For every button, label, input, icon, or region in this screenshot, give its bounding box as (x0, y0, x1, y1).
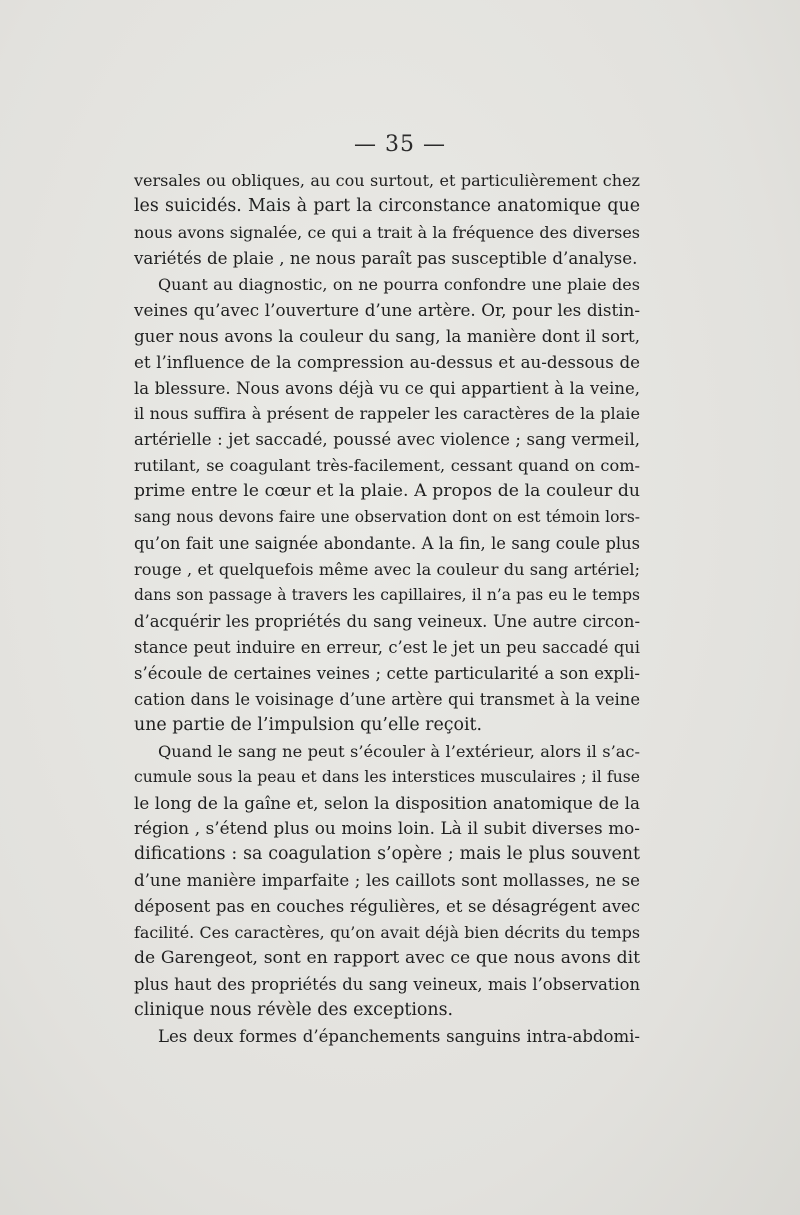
body-text (134, 168, 640, 1050)
text-line: guer nous avons la couleur du sang, la manière dont il sort, (134, 326, 640, 346)
text-line: sang nous devons faire une observation dont on est témoin lors- (134, 508, 640, 527)
text-line: cumule sous la peau et dans les interstices musculaires ; il fuse (134, 767, 640, 786)
text-line: une partie de l’impulsion qu’elle reçoit. (134, 714, 483, 735)
text-line: s’écoule de certaines veines ; cette particularité a son expli- (134, 663, 640, 683)
text-line: facilité. Ces caractères, qu’on avait déjà bien décrits du temps (134, 923, 640, 943)
text-line: les suicidés. Mais à part la circonstance anatomique que (134, 195, 640, 216)
text-line: stance peut induire en erreur, c’est le jet un peu saccadé qui (134, 637, 640, 657)
text-line: dans son passage à travers les capillaires, il n’a pas eu le temps (134, 586, 640, 604)
text-line: artérielle : jet saccadé, poussé avec violence ; sang vermeil, (134, 430, 640, 450)
text-line: le long de la gaîne et, selon la disposition anatomique de la (134, 792, 640, 813)
text-line: versales ou obliques, au cou surtout, et particulièrement chez (134, 171, 640, 190)
text-line: et l’influence de la compression au-dessus et au-dessous de (134, 352, 640, 372)
text-line: Quant au diagnostic, on ne pourra confondre une plaie des (158, 274, 640, 294)
text-line: variétés de plaie , ne nous paraît pas susceptible d’analyse. (134, 248, 638, 268)
text-line: il nous suffira à présent de rappeler les caractères de la plaie (134, 404, 640, 424)
text-line: de Garengeot, sont en rapport avec ce que nous avons dit (134, 948, 640, 969)
text-line: rutilant, se coagulant très-facilement, cessant quand on com- (134, 456, 640, 476)
text-line: prime entre le cœur et la plaie. A propos de la couleur du (134, 481, 640, 502)
text-line: plus haut des propriétés du sang veineux, mais l’observation (134, 975, 640, 995)
text-line: la blessure. Nous avons déjà vu ce qui appartient à la veine, (134, 378, 640, 398)
text-line: nous avons signalée, ce qui a trait à la fréquence des diverses (134, 222, 640, 242)
text-line: clinique nous révèle des exceptions. (134, 1000, 454, 1020)
text-line: qu’on fait une saignée abondante. A la fin, le sang coule plus (134, 534, 640, 554)
text-line: déposent pas en couches régulières, et se désagrégent avec (134, 897, 640, 917)
text-line: rouge , et quelquefois même avec la couleur du sang artériel; (134, 560, 640, 580)
text-line: Les deux formes d’épanchements sanguins intra-abdomi- (158, 1026, 640, 1046)
text-line: difications : sa coagulation s’opère ; mais le plus souvent (134, 844, 640, 865)
text-line: d’acquérir les propriétés du sang veineux. Une autre circon- (134, 611, 640, 631)
text-line: région , s’étend plus ou moins loin. Là il subit diverses mo- (134, 818, 640, 839)
text-line: Quand le sang ne peut s’écouler à l’extérieur, alors il s’ac- (158, 741, 640, 761)
page-number: — 35 — (354, 132, 446, 157)
text-line: veines qu’avec l’ouverture d’une artère. Or, pour les distin- (134, 299, 640, 320)
text-line: d’une manière imparfaite ; les caillots sont mollasses, ne se (134, 871, 640, 891)
text-line: cation dans le voisinage d’une artère qui transmet à la veine (134, 689, 640, 709)
